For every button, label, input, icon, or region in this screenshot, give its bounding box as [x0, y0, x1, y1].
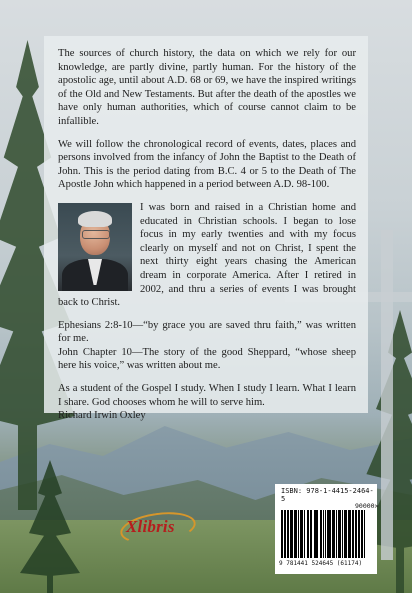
paragraph-author-bio: I was born and raised in a Christian home and educated in Christian schools. I began to lose focus in my early twenties and with my focus clearly on myself and not on Christ, I spent the next thirty eight years chasing the American dream in corporate America. After I retired in 2002, and thru a series of events I was brought back to Christ.: [58, 201, 356, 309]
barcode-bar: [284, 510, 286, 558]
paragraph-closing: As a student of the Gospel I study. When I study I learn. What I learn I share. God chooses whom he will to serve him.: [58, 383, 356, 408]
barcode-bar: [321, 510, 323, 558]
barcode-bar: [290, 510, 293, 558]
barcode-bar: [323, 510, 324, 558]
barcode-bar: [336, 510, 337, 558]
publisher-logo: [118, 511, 194, 541]
barcode-bar: [328, 510, 331, 558]
publisher-name: Xlibris: [126, 517, 175, 536]
cross-vertical-beam: [381, 230, 393, 560]
paragraph-church-history: The sources of church history, the data on which we rely for our knowledge, are partly divine, partly human. For the history of the apostolic age, until about A.D. 68 or 69, we have the inspired writings of the Old and New Testaments. But after the death of the apostles we have only human authorities, which of course cannot claim to be infallible.: [58, 48, 356, 127]
back-cover-text: [58, 47, 356, 423]
paragraph-john-chapter: John Chapter 10—The story of the good Sheppard, “whose sheep here his voice,” was written about me.: [58, 346, 356, 372]
barcode-bar: [301, 510, 303, 558]
barcode-box: [275, 484, 377, 574]
barcode-bar: [298, 510, 299, 558]
barcode-bar: [361, 510, 363, 558]
barcode-bar: [355, 510, 357, 558]
price-code: 90000>: [355, 502, 379, 510]
barcode-bars: [281, 510, 371, 558]
barcode-digits: 9 781441 524645 (61174): [279, 560, 363, 567]
paragraph-ephesians: Ephesians 2:8-10—“by grace you are saved thru faith,” was written for me.: [58, 319, 356, 345]
barcode-bar: [295, 510, 297, 558]
barcode-bar: [364, 510, 365, 558]
author-signature: Richard Irwin Oxley: [58, 410, 146, 422]
paragraph-chronology: We will follow the chronological record of events, dates, places and persons involved from the infancy of John the Baptist to the Death of John. This is the period dating from B.C. 4 or 5 to the Death of The Apostle John which happened in a period between A.D. 98-100.: [58, 138, 356, 191]
isbn-label: ISBN: 978-1-4415-2464-5: [281, 487, 374, 503]
barcode-bar: [342, 510, 343, 558]
barcode-bar: [348, 510, 351, 558]
barcode-bar: [304, 510, 306, 558]
author-photo: [58, 203, 132, 291]
barcode-bar: [316, 510, 318, 558]
barcode-bar: [310, 510, 313, 558]
